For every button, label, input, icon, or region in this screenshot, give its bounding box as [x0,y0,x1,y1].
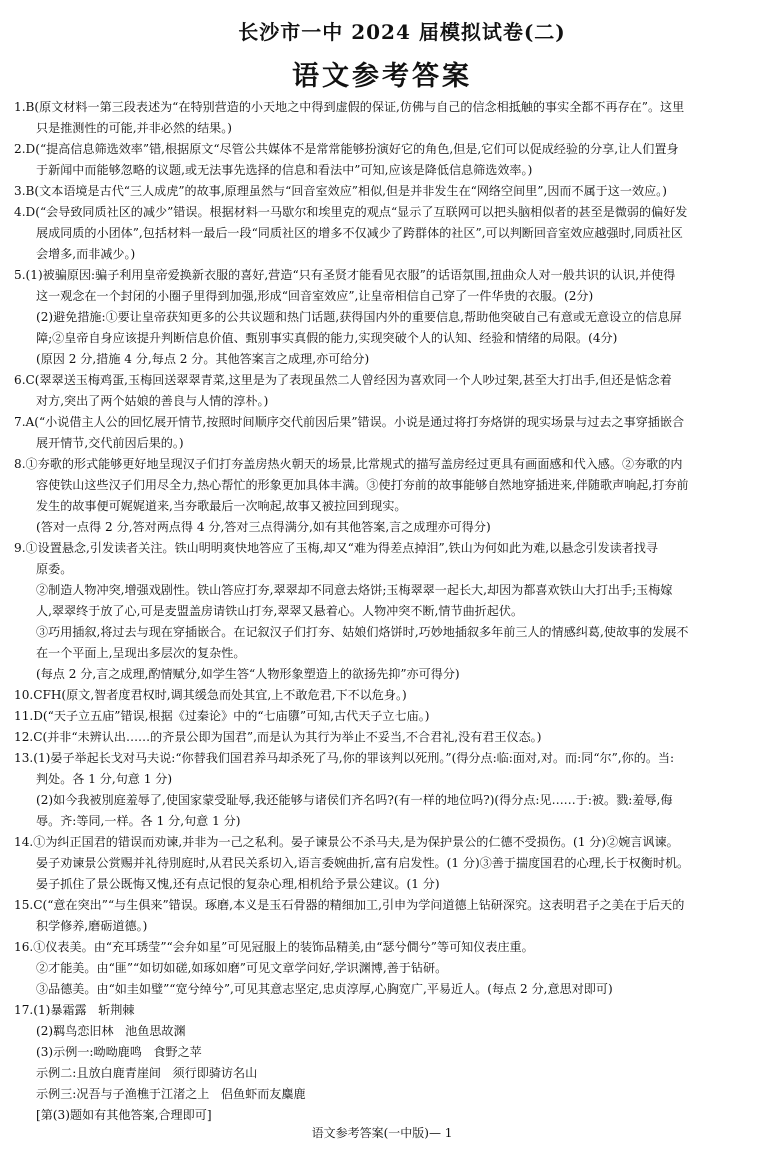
answer-line: (原因 2 分,措施 4 分,每点 2 分。其他答案言之成理,亦可给分) [36,352,370,366]
answer-line: 展成同质的小团体”,包括材料一最后一段“同质社区的增多不仅减少了跨群体的社区”,可以判断回音室效应越强时,同质社区 [36,226,683,240]
answer-item [14,97,752,139]
answer-line-first: 14.①为纠正国君的错误而劝谏,并非为一己之私利。晏子谏景公不杀马夫,是为保护景公的仁德不受损伤。(1 分)②婉言讽谏。 [14,835,679,849]
answer-line: 人,翠翠终于放了心,可是麦盟盖房请铁山打夯,翠翠又悬着心。人物冲突不断,情节曲折起伏。 [36,604,524,618]
answer-line: (2)羁鸟恋旧林 池鱼思故渊 [36,1024,186,1038]
answer-line: [第(3)题如有其他答案,合理即可] [36,1108,212,1122]
answer-line-first: 17.(1)暴霜露 斩荆棘 [14,1003,135,1017]
answer-item [14,454,752,538]
answer-line-first: 2.D(“提高信息筛选效率”错,根据原文“尽管公共媒体不是常常能够扮演好它的角色,但是,它们可以促成经验的分享,让人们置身 [14,142,679,156]
answer-line-first: 1.B(原文材料一第三段表述为“在特别营造的小天地之中得到虚假的保证,仿佛与自己的信念相抵触的事实全都不再存在”。这里 [14,100,685,114]
answer-line: 积学修养,磨砺道德。) [36,919,148,933]
answer-line: (2)避免措施:①要让皇帝获知更多的公共议题和热门话题,获得国内外的重要信息,帮助他突破自己有意或无意设立的信息屏 [36,310,682,324]
answer-line: 示例二:且放白鹿青崖间 须行即骑访名山 [36,1066,258,1080]
answer-line: 只是推测性的可能,并非必然的结果。) [36,121,233,135]
answer-line-first: 9.①设置悬念,引发读者关注。铁山明明爽快地答应了玉梅,却又“难为得差点掉泪”,铁山为何如此为难,以悬念引发读者找寻 [14,541,658,555]
answer-body [14,97,752,1126]
answer-line: 于新闻中而能够忽略的议题,或无法事先选择的信息和看法中”可知,应该是降低信息筛选效率。) [36,163,533,177]
answer-line-first: 7.A(“小说借主人公的回忆展开情节,按照时间顺序交代前因后果”错误。小说是通过将打夯烙饼的现实场景与过去之事穿插嵌合 [14,415,685,429]
answer-line: 展开情节,交代前因后果的。) [36,436,184,450]
answer-item [14,538,752,685]
answer-item [14,706,752,727]
answer-line: (3)示例一:呦呦鹿鸣 食野之苹 [36,1045,202,1059]
answer-line: (答对一点得 2 分,答对两点得 4 分,答对三点得满分,如有其他答案,言之成理亦可得分) [36,520,491,534]
answer-line: ③品德美。由“如圭如璧”“宽兮绰兮”,可见其意志坚定,忠贞淳厚,心胸宽广,平易近人。(每点 2 分,意思对即可) [36,982,613,996]
answer-line-first: 11.D(“天子立五庙”错误,根据《过秦论》中的“七庙隳”可知,古代天子立七庙。) [14,709,430,723]
answer-line-first: 13.(1)晏子举起长戈对马夫说:“你替我们国君养马却杀死了马,你的罪该判以死刑。”(得分点:临:面对,对。而:同“尔”,你的。当: [14,751,675,765]
answer-line-first: 12.C(并非“未辨认出……的齐景公即为国君”,而是认为其行为举止不妥当,不合君礼,没有君王仪态。) [14,730,542,744]
answer-line-first: 6.C(翠翠送玉梅鸡蛋,玉梅回送翠翠青菜,这里是为了表现虽然二人曾经因为喜欢同一个人吵过架,甚至大打出手,但还是惦念着 [14,373,672,387]
answer-line: 会增多,而非减少。) [36,247,136,261]
answer-line: ②才能美。由“匪”“如切如磋,如琢如磨”可见文章学问好,学识渊博,善于钻研。 [36,961,448,975]
answer-item [14,895,752,937]
answer-item [14,727,752,748]
answer-line: (2)如今我被別庭羞辱了,使国家蒙受耻辱,我还能够与诸侯们齐名吗?(有一样的地位吗?)(得分点:见……于:被。戮:羞辱,侮 [36,793,673,807]
answer-line: 这一观念在一个封闭的小圈子里得到加强,形成“回音室效应”,让皇帝相信自己穿了一件华贵的衣服。(2分) [36,289,594,303]
answer-item [14,832,752,895]
answer-line: 发生的故事便可娓娓道来,当夯歌最后一次响起,故事又被拉回到现实。 [36,499,407,513]
answer-line-first: 15.C(“意在突出”“与生俱来”错误。琢磨,本义是玉石骨器的精细加工,引申为学问道德上钻研深究。这表明君子之美在于后天的 [14,898,685,912]
answer-line-first: 3.B(文本语境是古代“三人成虎”的故事,原理虽然与“回音室效应”相似,但是并非发生在“网络空间里”,因而不属于这一效应。) [14,184,667,198]
answer-item [14,139,752,181]
answer-item [14,748,752,832]
answer-line: 晏子抓住了景公既悔又愧,还有点记恨的复杂心理,相机给予景公建议。(1 分) [36,877,440,891]
answer-line-first: 5.(1)被骗原因:骗子利用皇帝爱换新衣服的喜好,营造“只有圣贤才能看见衣服”的话语氛围,扭曲众人对一般共识的认识,并使得 [14,268,676,282]
page-footer: 语文参考答案(一中版)— 1 [311,1126,453,1140]
answer-line: ③巧用插叙,将过去与现在穿插嵌合。在记叙汉子们打夯、姑娘们烙饼时,巧妙地插叙多年前三人的情感纠葛,使故事的发展不 [36,625,689,639]
answer-item [14,265,752,370]
answer-line-first: 10.CFH(原文,智者度君权时,调其缓急而处其宜,上不敢危君,下不以危身。) [14,688,407,702]
answer-item [14,202,752,265]
answer-line: 晏子劝谏景公赏赐并礼待別庭时,从君民关系切入,语言委婉曲折,富有启发性。(1 分)③善于揣度国君的心理,长于权衡时机。 [36,856,690,870]
answer-item [14,937,752,1000]
answer-item [14,685,752,706]
answer-line: 原委。 [36,562,73,576]
answer-line-first: 4.D(“会导致同质社区的减少”错误。根据材料一马歇尔和埃里克的观点“显示了互联网可以把头脑相似者的甚至是微弱的偏好发 [14,205,688,219]
answer-item [14,1000,752,1126]
answer-line-first: 16.①仪表美。由“充耳琇莹”“会弁如星”可见冠服上的装饰品精美,由“瑟兮僴兮”等可知仪表庄重。 [14,940,534,954]
answer-item [14,370,752,412]
answer-title: 语文参考答案 [292,61,472,92]
answer-item [14,412,752,454]
answer-line: 对方,突出了两个姑娘的善良与人情的淳朴。) [36,394,269,408]
answer-line: 判处。各 1 分,句意 1 分) [36,772,173,786]
answer-line: 障;②皇帝自身应该提升判断信息价值、甄别事实真假的能力,实现突破个人的认知、经验和情绪的局限。(4分) [36,331,618,345]
answer-line-first: 8.①夯歌的形式能够更好地呈现汉子们打夯盖房热火朝天的场景,比常规式的描写盖房经过更具有画面感和代入感。②夯歌的内 [14,457,683,471]
answer-line: (每点 2 分,言之成理,酌情赋分,如学生答“人物形象塑造上的欲扬先抑”亦可得分) [36,667,460,681]
answer-line: 容使铁山这些汉子们用尽全力,热心帮忙的形象更加具体丰满。③使打夯前的故事能够自然地穿插进来,伴随歌声响起,打夯前 [36,478,689,492]
exam-title: 长沙市一中 2024 届模拟试卷(二) [238,20,566,44]
answer-line: 辱。齐:等同,一样。各 1 分,句意 1 分) [36,814,241,828]
answer-item [14,181,752,202]
answer-line: 在一个平面上,呈现出多层次的复杂性。 [36,646,246,660]
answer-line: ②制造人物冲突,增强戏剧性。铁山答应打夯,翠翠却不同意去烙饼;玉梅翠翠一起长大,却因为都喜欢铁山大打出手;玉梅嫁 [36,583,673,597]
answer-line: 示例三:况吾与子渔樵于江渚之上 侣鱼虾而友麋鹿 [36,1087,306,1101]
